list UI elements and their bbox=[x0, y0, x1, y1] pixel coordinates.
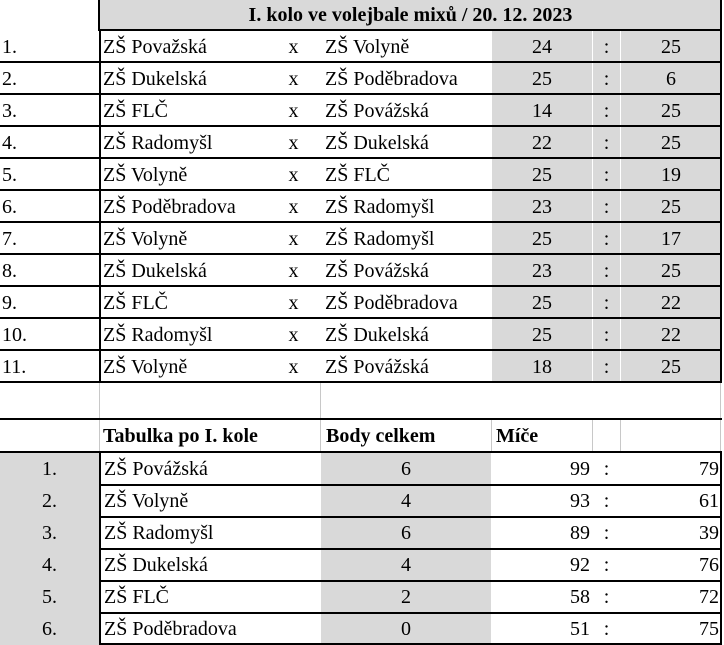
standing-rank: 6. bbox=[0, 613, 99, 645]
away-team: ZŠ Povážská bbox=[325, 356, 429, 378]
standing-team: ZŠ Dukelská bbox=[104, 554, 208, 576]
match-number: 2. bbox=[2, 68, 17, 90]
away-score: 22 bbox=[621, 287, 721, 319]
versus-label: x bbox=[288, 196, 299, 218]
score-separator: : bbox=[593, 351, 620, 383]
home-score: 23 bbox=[492, 191, 592, 223]
standing-balls-against: 61 bbox=[699, 490, 719, 512]
row-border bbox=[0, 317, 722, 319]
away-team: ZŠ Poděbradova bbox=[325, 292, 458, 314]
versus-label: x bbox=[288, 356, 299, 378]
away-team: ZŠ Poděbradova bbox=[325, 68, 458, 90]
standing-team: ZŠ FLČ bbox=[104, 586, 170, 608]
standing-balls-separator: : bbox=[603, 522, 610, 544]
home-team: ZŠ Radomyšl bbox=[103, 132, 213, 154]
standing-balls-for: 51 bbox=[570, 618, 590, 640]
standing-balls-for: 92 bbox=[570, 554, 590, 576]
home-team: ZŠ Volyně bbox=[103, 228, 188, 250]
standings-header-points: Body celkem bbox=[326, 425, 436, 447]
match-number: 9. bbox=[2, 292, 17, 314]
standing-balls-separator: : bbox=[603, 490, 610, 512]
versus-label: x bbox=[288, 164, 299, 186]
score-separator: : bbox=[593, 287, 620, 319]
score-separator: : bbox=[593, 191, 620, 223]
column-border bbox=[98, 0, 100, 31]
standing-balls-against: 72 bbox=[699, 586, 719, 608]
row-border bbox=[99, 580, 721, 582]
home-score: 24 bbox=[492, 31, 592, 63]
versus-label: x bbox=[288, 36, 299, 58]
gridline bbox=[592, 420, 593, 452]
standing-balls-for: 93 bbox=[570, 490, 590, 512]
away-team: ZŠ FLČ bbox=[325, 164, 391, 186]
column-border bbox=[720, 31, 722, 383]
gridline bbox=[720, 383, 721, 420]
home-team: ZŠ Radomyšl bbox=[103, 324, 213, 346]
versus-label: x bbox=[288, 228, 299, 250]
standing-balls-for: 99 bbox=[570, 458, 590, 480]
gridline bbox=[99, 420, 100, 452]
row-border bbox=[99, 516, 721, 518]
away-score: 25 bbox=[621, 191, 721, 223]
standing-points: 4 bbox=[321, 549, 491, 581]
standing-points: 6 bbox=[321, 453, 491, 485]
score-separator: : bbox=[593, 127, 620, 159]
away-team: ZŠ Dukelská bbox=[325, 324, 429, 346]
standing-balls-against: 39 bbox=[699, 522, 719, 544]
row-border bbox=[0, 61, 722, 63]
column-border bbox=[99, 31, 101, 383]
home-team: ZŠ Volyně bbox=[103, 164, 188, 186]
row-border bbox=[99, 548, 721, 550]
home-team: ZŠ Volyně bbox=[103, 356, 188, 378]
row-border bbox=[0, 381, 722, 383]
standing-team: ZŠ Radomyšl bbox=[104, 522, 214, 544]
away-score: 25 bbox=[621, 351, 721, 383]
versus-label: x bbox=[288, 132, 299, 154]
match-number: 8. bbox=[2, 260, 17, 282]
row-border bbox=[0, 349, 722, 351]
score-separator: : bbox=[593, 159, 620, 191]
match-number: 10. bbox=[2, 324, 27, 346]
row-border bbox=[0, 285, 722, 287]
match-number: 3. bbox=[2, 100, 17, 122]
row-border bbox=[99, 484, 721, 486]
home-team: ZŠ FLČ bbox=[103, 100, 169, 122]
standings-header-team: Tabulka po I. kole bbox=[103, 425, 258, 447]
away-team: ZŠ Dukelská bbox=[325, 132, 429, 154]
match-number: 4. bbox=[2, 132, 17, 154]
match-number: 11. bbox=[2, 356, 27, 378]
row-border bbox=[0, 157, 722, 159]
standing-balls-separator: : bbox=[603, 554, 610, 576]
standing-rank: 1. bbox=[0, 453, 99, 485]
away-team: ZŠ Radomyšl bbox=[325, 196, 435, 218]
standing-balls-for: 89 bbox=[570, 522, 590, 544]
away-score: 25 bbox=[621, 95, 721, 127]
gridline bbox=[320, 420, 321, 452]
standing-balls-against: 75 bbox=[699, 618, 719, 640]
standing-rank: 5. bbox=[0, 581, 99, 613]
away-score: 25 bbox=[621, 255, 721, 287]
versus-label: x bbox=[288, 324, 299, 346]
home-score: 25 bbox=[492, 223, 592, 255]
versus-label: x bbox=[288, 100, 299, 122]
row-border bbox=[99, 612, 721, 614]
home-team: ZŠ Považská bbox=[103, 36, 207, 58]
standing-balls-against: 79 bbox=[699, 458, 719, 480]
score-separator: : bbox=[593, 31, 620, 63]
away-score: 22 bbox=[621, 319, 721, 351]
gridline bbox=[620, 420, 621, 452]
score-separator: : bbox=[593, 223, 620, 255]
home-score: 18 bbox=[492, 351, 592, 383]
standing-team: ZŠ Volyně bbox=[104, 490, 189, 512]
row-border bbox=[0, 418, 722, 420]
home-team: ZŠ Poděbradova bbox=[103, 196, 236, 218]
score-separator: : bbox=[593, 319, 620, 351]
row-border bbox=[0, 93, 722, 95]
away-score: 17 bbox=[621, 223, 721, 255]
home-score: 22 bbox=[492, 127, 592, 159]
standing-points: 6 bbox=[321, 517, 491, 549]
away-team: ZŠ Radomyšl bbox=[325, 228, 435, 250]
match-number: 5. bbox=[2, 164, 17, 186]
standing-team: ZŠ Poděbradova bbox=[104, 618, 237, 640]
away-team: ZŠ Povážská bbox=[325, 100, 429, 122]
away-score: 25 bbox=[621, 127, 721, 159]
versus-label: x bbox=[288, 292, 299, 314]
home-team: ZŠ FLČ bbox=[103, 292, 169, 314]
home-score: 25 bbox=[492, 159, 592, 191]
row-border bbox=[0, 221, 722, 223]
row-border bbox=[0, 451, 722, 453]
row-border bbox=[98, 29, 722, 31]
standing-rank: 2. bbox=[0, 485, 99, 517]
gridline bbox=[99, 383, 100, 420]
home-team: ZŠ Dukelská bbox=[103, 68, 207, 90]
score-separator: : bbox=[593, 63, 620, 95]
standing-team: ZŠ Povážská bbox=[104, 458, 208, 480]
away-score: 25 bbox=[621, 31, 721, 63]
match-number: 6. bbox=[2, 196, 17, 218]
home-score: 14 bbox=[492, 95, 592, 127]
standing-balls-separator: : bbox=[603, 458, 610, 480]
standing-balls-separator: : bbox=[603, 586, 610, 608]
score-separator: : bbox=[593, 255, 620, 287]
away-team: ZŠ Povážská bbox=[325, 260, 429, 282]
standings-header-balls: Míče bbox=[496, 425, 539, 447]
column-border bbox=[720, 0, 722, 31]
versus-label: x bbox=[288, 68, 299, 90]
home-score: 23 bbox=[492, 255, 592, 287]
home-score: 25 bbox=[492, 319, 592, 351]
standing-points: 2 bbox=[321, 581, 491, 613]
score-separator: : bbox=[593, 95, 620, 127]
row-border bbox=[0, 189, 722, 191]
gridline bbox=[320, 383, 321, 420]
away-team: ZŠ Volyně bbox=[325, 36, 410, 58]
sheet-title: I. kolo ve volejbale mixů / 20. 12. 2023 bbox=[100, 0, 721, 29]
gridline bbox=[491, 420, 492, 452]
home-score: 25 bbox=[492, 63, 592, 95]
home-team: ZŠ Dukelská bbox=[103, 260, 207, 282]
standing-rank: 3. bbox=[0, 517, 99, 549]
standing-points: 4 bbox=[321, 485, 491, 517]
row-border bbox=[0, 125, 722, 127]
home-score: 25 bbox=[492, 287, 592, 319]
match-number: 1. bbox=[2, 36, 17, 58]
standing-balls-against: 76 bbox=[699, 554, 719, 576]
versus-label: x bbox=[288, 260, 299, 282]
standing-balls-for: 58 bbox=[570, 586, 590, 608]
gridline bbox=[720, 420, 721, 452]
away-score: 6 bbox=[621, 63, 721, 95]
away-score: 19 bbox=[621, 159, 721, 191]
standing-points: 0 bbox=[321, 613, 491, 645]
row-border bbox=[0, 253, 722, 255]
column-border bbox=[720, 453, 722, 645]
standing-rank: 4. bbox=[0, 549, 99, 581]
column-border bbox=[99, 453, 101, 645]
match-number: 7. bbox=[2, 228, 17, 250]
standing-balls-separator: : bbox=[603, 618, 610, 640]
